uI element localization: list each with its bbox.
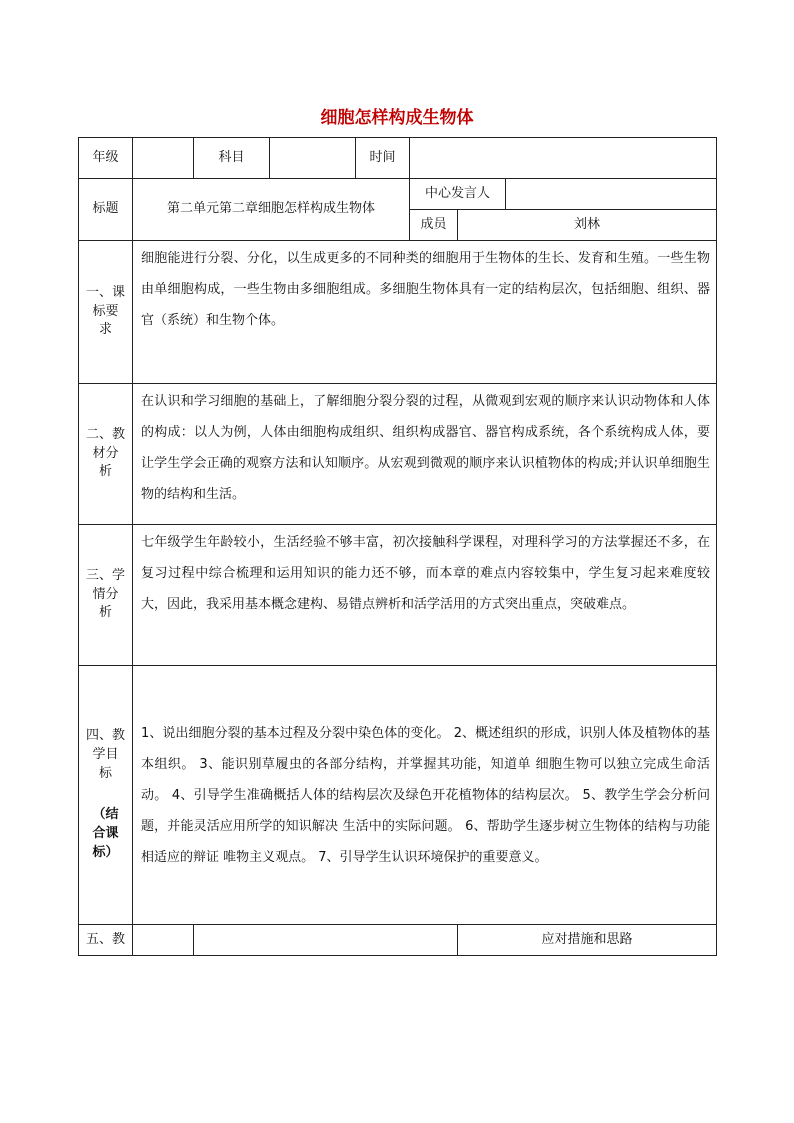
section-curriculum-row [79, 241, 717, 384]
section-label-line: 析 [98, 605, 112, 621]
section-label-line: 标要 [92, 303, 119, 319]
section-label-line: 材分 [92, 445, 119, 461]
section-teaching-row [79, 925, 717, 956]
members-label: 成员 [410, 210, 458, 241]
section-learner-content: 七年级学生年龄较小，生活经验不够丰富，初次接触科学课程，对理科学习的方法掌握还不多，在复习过程中综合梳理和运用知识的能力还不够，而本章的难点内容较集中，学生复习起来难度较大，因此，我采用基本概念建构、易错点辨析和活学活用的方式突出重点，突破难点。 [141, 535, 711, 612]
section-label-line: 学目 [92, 747, 119, 763]
members-value: 刘林 [458, 210, 717, 241]
section-objectives-row [79, 666, 717, 925]
section-textbook-row [79, 384, 717, 525]
subject-value[interactable] [270, 138, 356, 179]
section-learner-label [79, 525, 133, 666]
section-objectives-content-cell [133, 666, 717, 925]
speaker-label: 中心发言人 [410, 179, 506, 210]
section-label-line: 三、学 [85, 567, 125, 583]
section-label-line: 析 [98, 464, 112, 480]
grade-label: 年级 [79, 138, 133, 179]
topic-row [79, 179, 717, 210]
section-label-sub-line: 合课 [92, 825, 119, 841]
section-label-line: 求 [98, 322, 112, 338]
topic-value: 第二单元第二章细胞怎样构成生物体 [133, 179, 410, 241]
subject-label: 科目 [194, 138, 270, 179]
section-label-line: 一、课 [85, 284, 125, 300]
section-label-line: 情分 [92, 586, 119, 602]
section-label-sub-line: 标） [92, 844, 119, 860]
section-textbook-label [79, 384, 133, 525]
time-value[interactable] [410, 138, 717, 179]
section-label-line: 四、教 [85, 728, 125, 744]
section-teaching-cell-a [133, 925, 194, 956]
time-label: 时间 [356, 138, 410, 179]
section-label-line: 标 [98, 766, 112, 782]
document-title: 细胞怎样构成生物体 [320, 108, 474, 128]
speaker-value[interactable] [506, 179, 717, 210]
section-curriculum-label [79, 241, 133, 384]
section-label-line: 二、教 [85, 426, 125, 442]
section-teaching-cell-b [194, 925, 458, 956]
section-textbook-content: 在认识和学习细胞的基础上，了解细胞分裂分裂的过程，从微观到宏观的顺序来认识动物体和人体的构成：以人为例，人体由细胞构成组织、组织构成器官、器官构成系统，各个系统构成人体，要让学生学会正确的观察方法和认知顺序。从宏观到微观的顺序来认识植物体的构成;并认识单细胞生物的结构和生活。 [141, 394, 711, 502]
section-learner-row [79, 525, 717, 666]
section-learner-content-cell [133, 525, 717, 666]
section-teaching-label: 五、教 [79, 925, 133, 956]
section-objectives-content: 1、说出细胞分裂的基本过程及分裂中染色体的变化。 2、概述组织的形成，识别人体及植物体的基本组织。 3、能识别草履虫的各部分结构，并掌握其功能，知道单 细胞生物可以独立完成生命活动。 4、引导学生准确概括人体的结构层次及绿色开花植物体的结构层次。 5、教学生学会分析问题，并能灵活应用所学的知识解决 生活中的实际问题。 6、帮助学生逐步树立生物体的结构与功能相适应的辩证 唯物主义观点。 7、引导学生认识环境保护的重要意义。 [141, 725, 711, 865]
section-textbook-content-cell [133, 384, 717, 525]
measures-label: 应对措施和思路 [458, 925, 717, 956]
lesson-plan-table [78, 137, 717, 956]
section-curriculum-content-cell [133, 241, 717, 384]
header-row [79, 138, 717, 179]
section-curriculum-content: 细胞能进行分裂、分化，以生成更多的不同种类的细胞用于生物体的生长、发育和生殖。一些生物由单细胞构成，一些生物由多细胞组成。多细胞生物体具有一定的结构层次，包括细胞、组织、器官（系统）和生物个体。 [141, 251, 711, 328]
section-label-sub-line: （结 [92, 807, 119, 822]
topic-label: 标题 [79, 179, 133, 241]
grade-value[interactable] [133, 138, 194, 179]
section-objectives-label [79, 666, 133, 925]
